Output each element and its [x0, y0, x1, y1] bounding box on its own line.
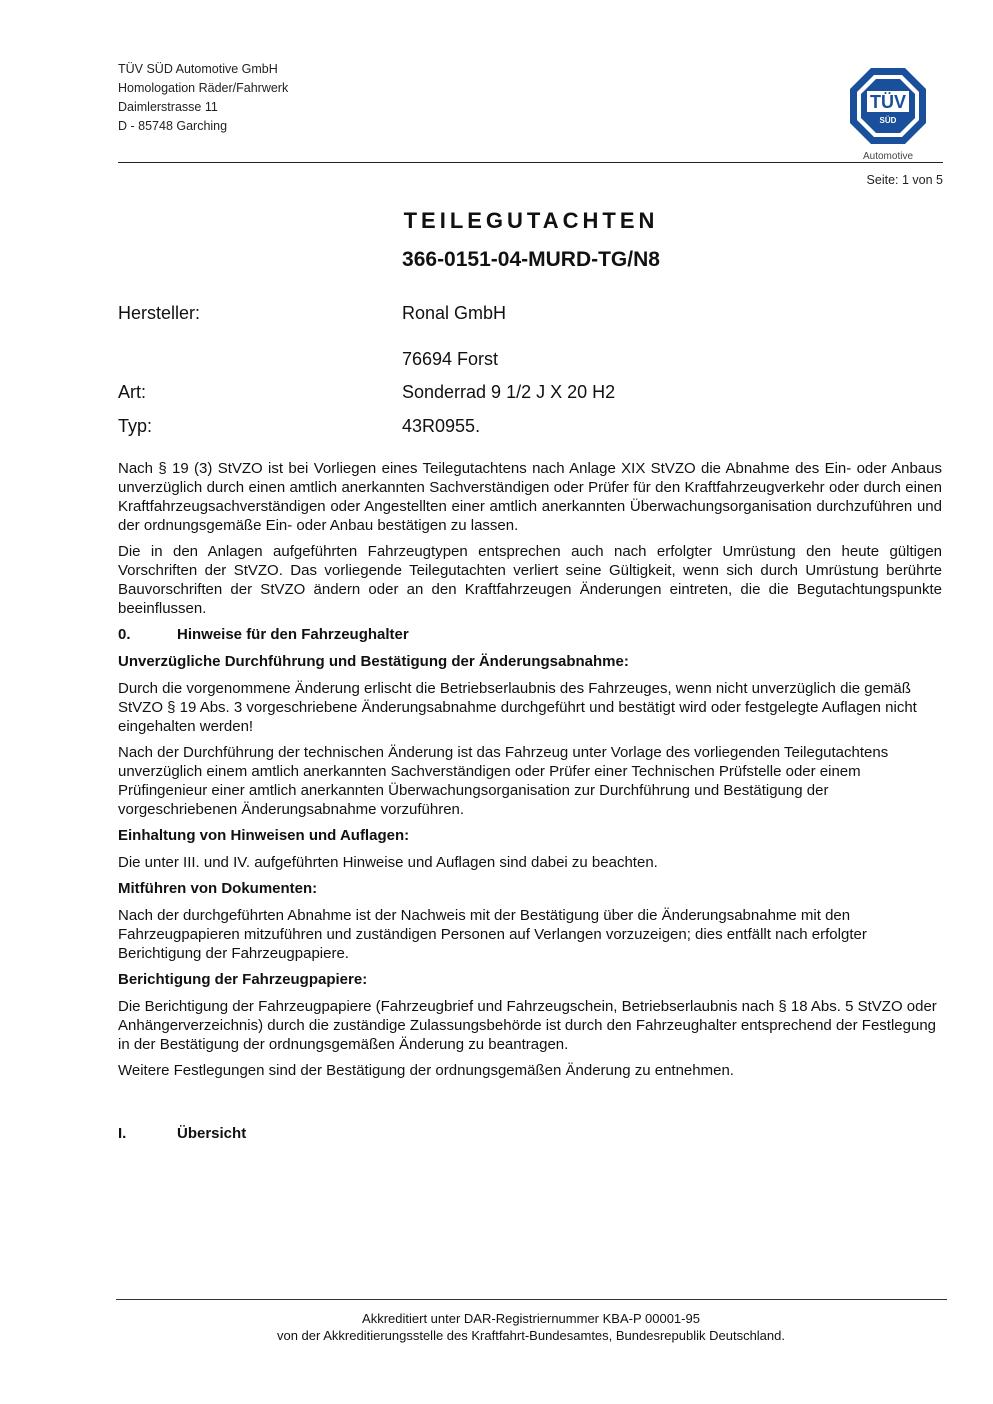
- section-title: Übersicht: [177, 1125, 247, 1142]
- hersteller-label: Hersteller:: [118, 303, 201, 323]
- section-number: 0.: [118, 626, 131, 643]
- art-label: Art:: [118, 382, 147, 402]
- section-title: Hinweise für den Fahrzeughalter: [177, 626, 409, 643]
- paragraph: Nach der Durchführung der technischen Änderung ist das Fahrzeug unter Vorlage des vorliegenden Teilegutachtens unverzüglich einem amtlich anerkannten Sachverständigen oder Prüfer einer Technischen Prüfstelle oder einem Prüfingenieur einer amtlich anerkannten Überwachungsorganisation zur Durchführung und Bestätigung der vorgeschriebenen Änderungsabnahme vorzuführen.: [118, 744, 889, 818]
- hersteller-value: Ronal GmbH: [402, 303, 507, 323]
- issuer-address: [118, 60, 288, 136]
- subheading: Berichtigung der Fahrzeugpapiere:: [118, 971, 368, 988]
- subheading: Einhaltung von Hinweisen und Auflagen:: [118, 827, 410, 844]
- footer-line: Akkreditiert unter DAR-Registriernummer KBA-P 00001-95: [362, 1311, 700, 1326]
- document-title: TEILEGUTACHTEN: [403, 208, 659, 233]
- paragraph: Weitere Festlegungen sind der Bestätigung der ordnungsgemäßen Änderung zu entnehmen.: [118, 1062, 734, 1079]
- footer-rule: [116, 1299, 947, 1300]
- document-body: [118, 459, 942, 1151]
- section-1-heading: [118, 1124, 942, 1143]
- hersteller-city: 76694 Forst: [402, 349, 499, 369]
- intro-paragraph: Die in den Anlagen aufgeführten Fahrzeugtypen entsprechen auch nach erfolgter Umrüstung den heute gültigen Vorschriften der StVZO. Das vorliegende Teilegutachten verliert seine Gültigkeit, wenn sich durch Umrüstung berührte Bauvorschriften der StVZO ändern oder an den Kraftfahrzeugen Änderungen eintreten, die die Begutachtungspunkte beeinflussen.: [118, 543, 942, 617]
- logo-subtext: SÜD: [879, 116, 897, 125]
- paragraph: Nach der durchgeführten Abnahme ist der Nachweis mit der Bestätigung über die Änderungsabnahme mit den Fahrzeugpapieren mitzuführen und zuständigen Personen auf Verlangen vorzuzeigen; dies entfällt nach erfolgter Berichtigung der Fahrzeugpapiere.: [118, 907, 867, 962]
- page-number: Seite: 1 von 5: [866, 173, 943, 187]
- subheading: Mitführen von Dokumenten:: [118, 880, 318, 897]
- subheading: Unverzügliche Durchführung und Bestätigung der Änderungsabnahme:: [118, 653, 629, 670]
- address-line: Homologation Räder/Fahrwerk: [118, 81, 289, 95]
- typ-label: Typ:: [118, 416, 153, 436]
- header-rule: [118, 162, 943, 163]
- logo-caption: Automotive: [862, 151, 914, 162]
- typ-value: 43R0955.: [402, 416, 481, 436]
- section-number: I.: [118, 1125, 127, 1142]
- address-line: Daimlerstrasse 11: [118, 100, 218, 114]
- address-line: TÜV SÜD Automotive GmbH: [118, 62, 278, 76]
- paragraph: Die unter III. und IV. aufgeführten Hinweise und Auflagen sind dabei zu beachten.: [118, 854, 658, 871]
- footer-line: von der Akkreditierungsstelle des Kraftfahrt-Bundesamtes, Bundesrepublik Deutschland.: [276, 1328, 785, 1343]
- logo-text: TÜV: [870, 92, 906, 112]
- intro-paragraph: Nach § 19 (3) StVZO ist bei Vorliegen eines Teilegutachtens nach Anlage XIX StVZO die Abnahme des Ein- oder Anbaus unverzüglich durch einen amtlich anerkannten Sachverständigen oder Prüfer für den Kraftfahrzeugverkehr oder durch einen Kraftfahrzeugsachverständigen oder Angestellten einer amtlich anerkannten Überwachungsorganisation durchzuführen und der ordnungsgemäße Ein- oder Anbau bestätigen zu lassen.: [118, 460, 942, 534]
- art-value: Sonderrad 9 1/2 J X 20 H2: [402, 382, 616, 402]
- document-number: 366-0151-04-MURD-TG/N8: [402, 248, 660, 271]
- paragraph: Durch die vorgenommene Änderung erlischt die Betriebserlaubnis des Fahrzeuges, wenn nicht unverzüglich die gemäß StVZO § 19 Abs. 3 vorgeschriebene Änderungsabnahme durchgeführt und bestätigt wird oder festgelegte Auflagen nicht eingehalten werden!: [118, 680, 917, 735]
- address-line: D - 85748 Garching: [118, 119, 228, 133]
- tuv-sud-logo-icon: [848, 66, 928, 162]
- section-0-heading: [118, 625, 942, 644]
- paragraph: Die Berichtigung der Fahrzeugpapiere (Fahrzeugbrief und Fahrzeugschein, Betriebserlaubnis nach § 18 Abs. 5 StVZO oder Anhängerverzeichnis) durch die zuständige Zulassungsbehörde ist durch den Fahrzeughalter entsprechend der Festlegung in der Bestätigung der ordnungsgemäßen Änderung zu beantragen.: [118, 998, 937, 1053]
